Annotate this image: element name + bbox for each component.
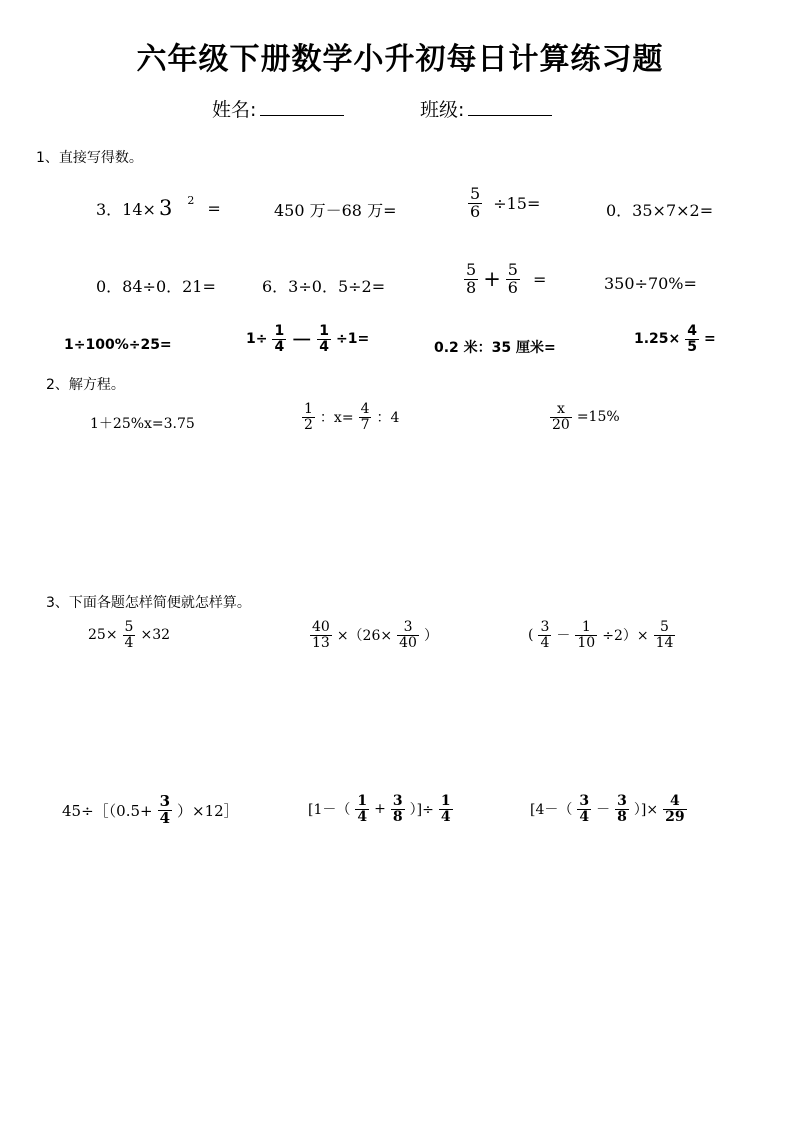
section-3-heading: 3、下面各题怎样简便就怎样算。 [46, 595, 251, 611]
s1-problem-11: 0.2 米：35 厘米= [434, 340, 556, 356]
class-blank[interactable] [468, 95, 552, 116]
s3-problem-3: ( $\frac{3}{4}$ － $\frac{1}{10}$ ÷2）× $\frac{5}{14}$ [528, 619, 674, 651]
s2-problem-3: $\frac{x}{20}$ =15% [552, 401, 620, 433]
s2-problem-1: 1＋25%x=3.75 [90, 416, 195, 432]
s3-problem-4: 45÷［（0.5+ $\frac{3}{4}$ ）×12］ [62, 792, 239, 827]
s3-problem-5: [1－（ $\frac{1}{4}$ + $\frac{3}{8}$ ）]÷ $\frac{1}{4}$ [308, 793, 451, 825]
s1-problem-5: 0．84÷0．21= [96, 277, 216, 296]
s1-problem-4: 0．35×7×2= [606, 201, 714, 220]
s3-problem-2: $\frac{40}{13}$ ×（26× $\frac{3}{40}$ ） [312, 619, 438, 651]
page-title: 六年级下册数学小升初每日计算练习题 [136, 42, 664, 77]
s1-problem-6: 6．3÷0．5÷2= [262, 277, 386, 296]
name-label: 姓名: [212, 99, 257, 121]
section-1-heading: 1、直接写得数。 [36, 150, 143, 166]
s1-problem-3: $\frac{5}{6}$ ÷15= [470, 184, 541, 221]
section-2-heading: 2、解方程。 [46, 377, 125, 393]
s1-problem-12: 1.25× $\frac{4}{5}$ = [634, 323, 716, 355]
class-field[interactable] [420, 95, 552, 122]
name-field[interactable] [212, 95, 344, 122]
s1-problem-1: 3．14× 3 $^2$ = [96, 193, 221, 220]
s1-problem-2: 450 万－68 万= [274, 201, 397, 220]
s2-problem-2: $\frac{1}{2}$ ：x= $\frac{4}{7}$ ：4 [304, 401, 400, 433]
class-label: 班级: [420, 99, 465, 121]
s1-problem-7: $\frac{5}{8}$ + $\frac{5}{6}$ = [466, 260, 547, 297]
name-blank[interactable] [260, 95, 344, 116]
s1-problem-9: 1÷100%÷25= [64, 337, 172, 353]
s1-problem-10: 1÷ $\frac{1}{4}$ － $\frac{1}{4}$ ÷1= [246, 323, 370, 355]
s1-problem-8: 350÷70%= [604, 274, 697, 293]
s3-problem-1: 25× $\frac{5}{4}$ ×32 [88, 619, 171, 651]
s3-problem-6: [4－（ $\frac{3}{4}$ － $\frac{3}{8}$ ）]× $\frac{4}{29}$ [530, 793, 685, 825]
